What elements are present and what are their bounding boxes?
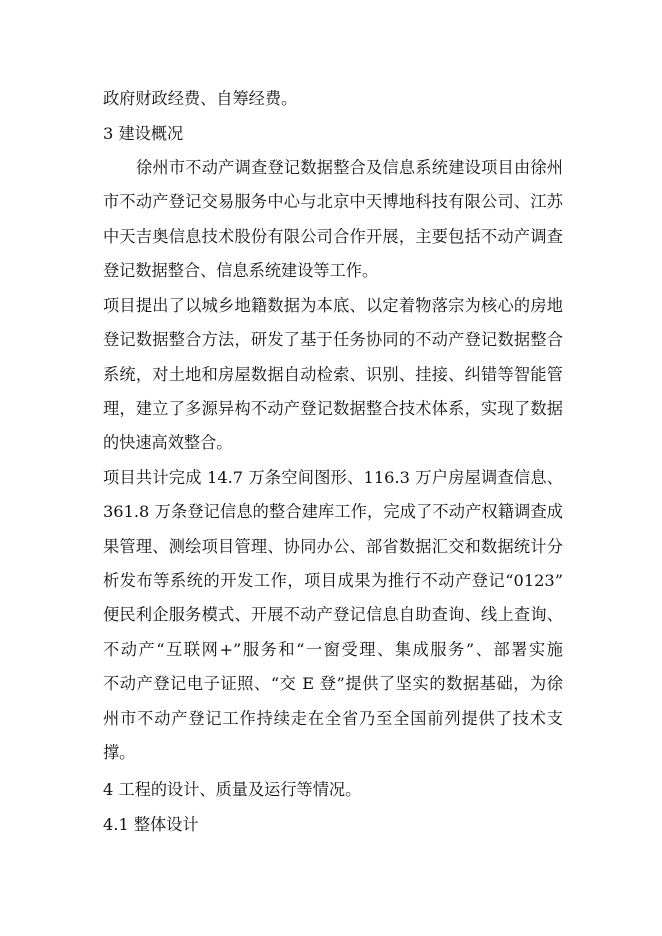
- paragraph-3-line-3: 果管理、测绘项目管理、协同办公、部省数据汇交和数据统计分: [103, 537, 563, 556]
- paragraph-1-line-3: 中天吉奥信息技术股份有限公司合作开展，主要包括不动产调查: [103, 227, 563, 246]
- paragraph-2-line-3: 系统，对土地和房屋数据自动检索、识别、挂接、纠错等智能管: [103, 365, 563, 384]
- paragraph-3-line-8: 州市不动产登记工作持续走在全省乃至全国前列提供了技术支: [103, 709, 563, 728]
- opening-fragment: 政府财政经费、自筹经费。: [103, 89, 298, 108]
- paragraph-2-line-5: 的快速高效整合。: [103, 433, 233, 452]
- paragraph-3-line-1: 项目共计完成 14.7 万条空间图形、116.3 万户房屋调查信息、: [103, 468, 563, 487]
- paragraph-3-line-4: 析发布等系统的开发工作，项目成果为推行不动产登记“0123”: [103, 571, 563, 590]
- section-4-1-heading: 4.1 整体设计: [103, 815, 199, 834]
- paragraph-3-line-6: 不动产“互联网+”服务和“一窗受理、集成服务”、部署实施: [103, 640, 563, 659]
- paragraph-1-line-2: 市不动产登记交易服务中心与北京中天博地科技有限公司、江苏: [103, 192, 563, 211]
- paragraph-1-line-4: 登记数据整合、信息系统建设等工作。: [103, 261, 379, 280]
- paragraph-3-line-7: 不动产登记电子证照、“交 E 登”提供了坚实的数据基础，为徐: [103, 674, 563, 693]
- section-4-heading: 4 工程的设计、质量及运行等情况。: [103, 780, 362, 799]
- section-3-heading: 3 建设概况: [103, 124, 184, 143]
- paragraph-2-line-2: 登记数据整合方法，研发了基于任务协同的不动产登记数据整合: [103, 330, 563, 349]
- paragraph-3-line-9: 撑。: [103, 743, 136, 762]
- paragraph-3-line-2: 361.8 万条登记信息的整合建库工作，完成了不动产权籍调查成: [103, 502, 563, 521]
- paragraph-1-line-1: 徐州市不动产调查登记数据整合及信息系统建设项目由徐州: [136, 158, 563, 177]
- paragraph-3-line-5: 便民利企服务模式、开展不动产登记信息自助查询、线上查询、: [103, 605, 563, 624]
- paragraph-2-line-1: 项目提出了以城乡地籍数据为本底、以定着物落宗为核心的房地: [103, 296, 563, 315]
- paragraph-2-line-4: 理，建立了多源异构不动产登记数据整合技术体系，实现了数据: [103, 399, 563, 418]
